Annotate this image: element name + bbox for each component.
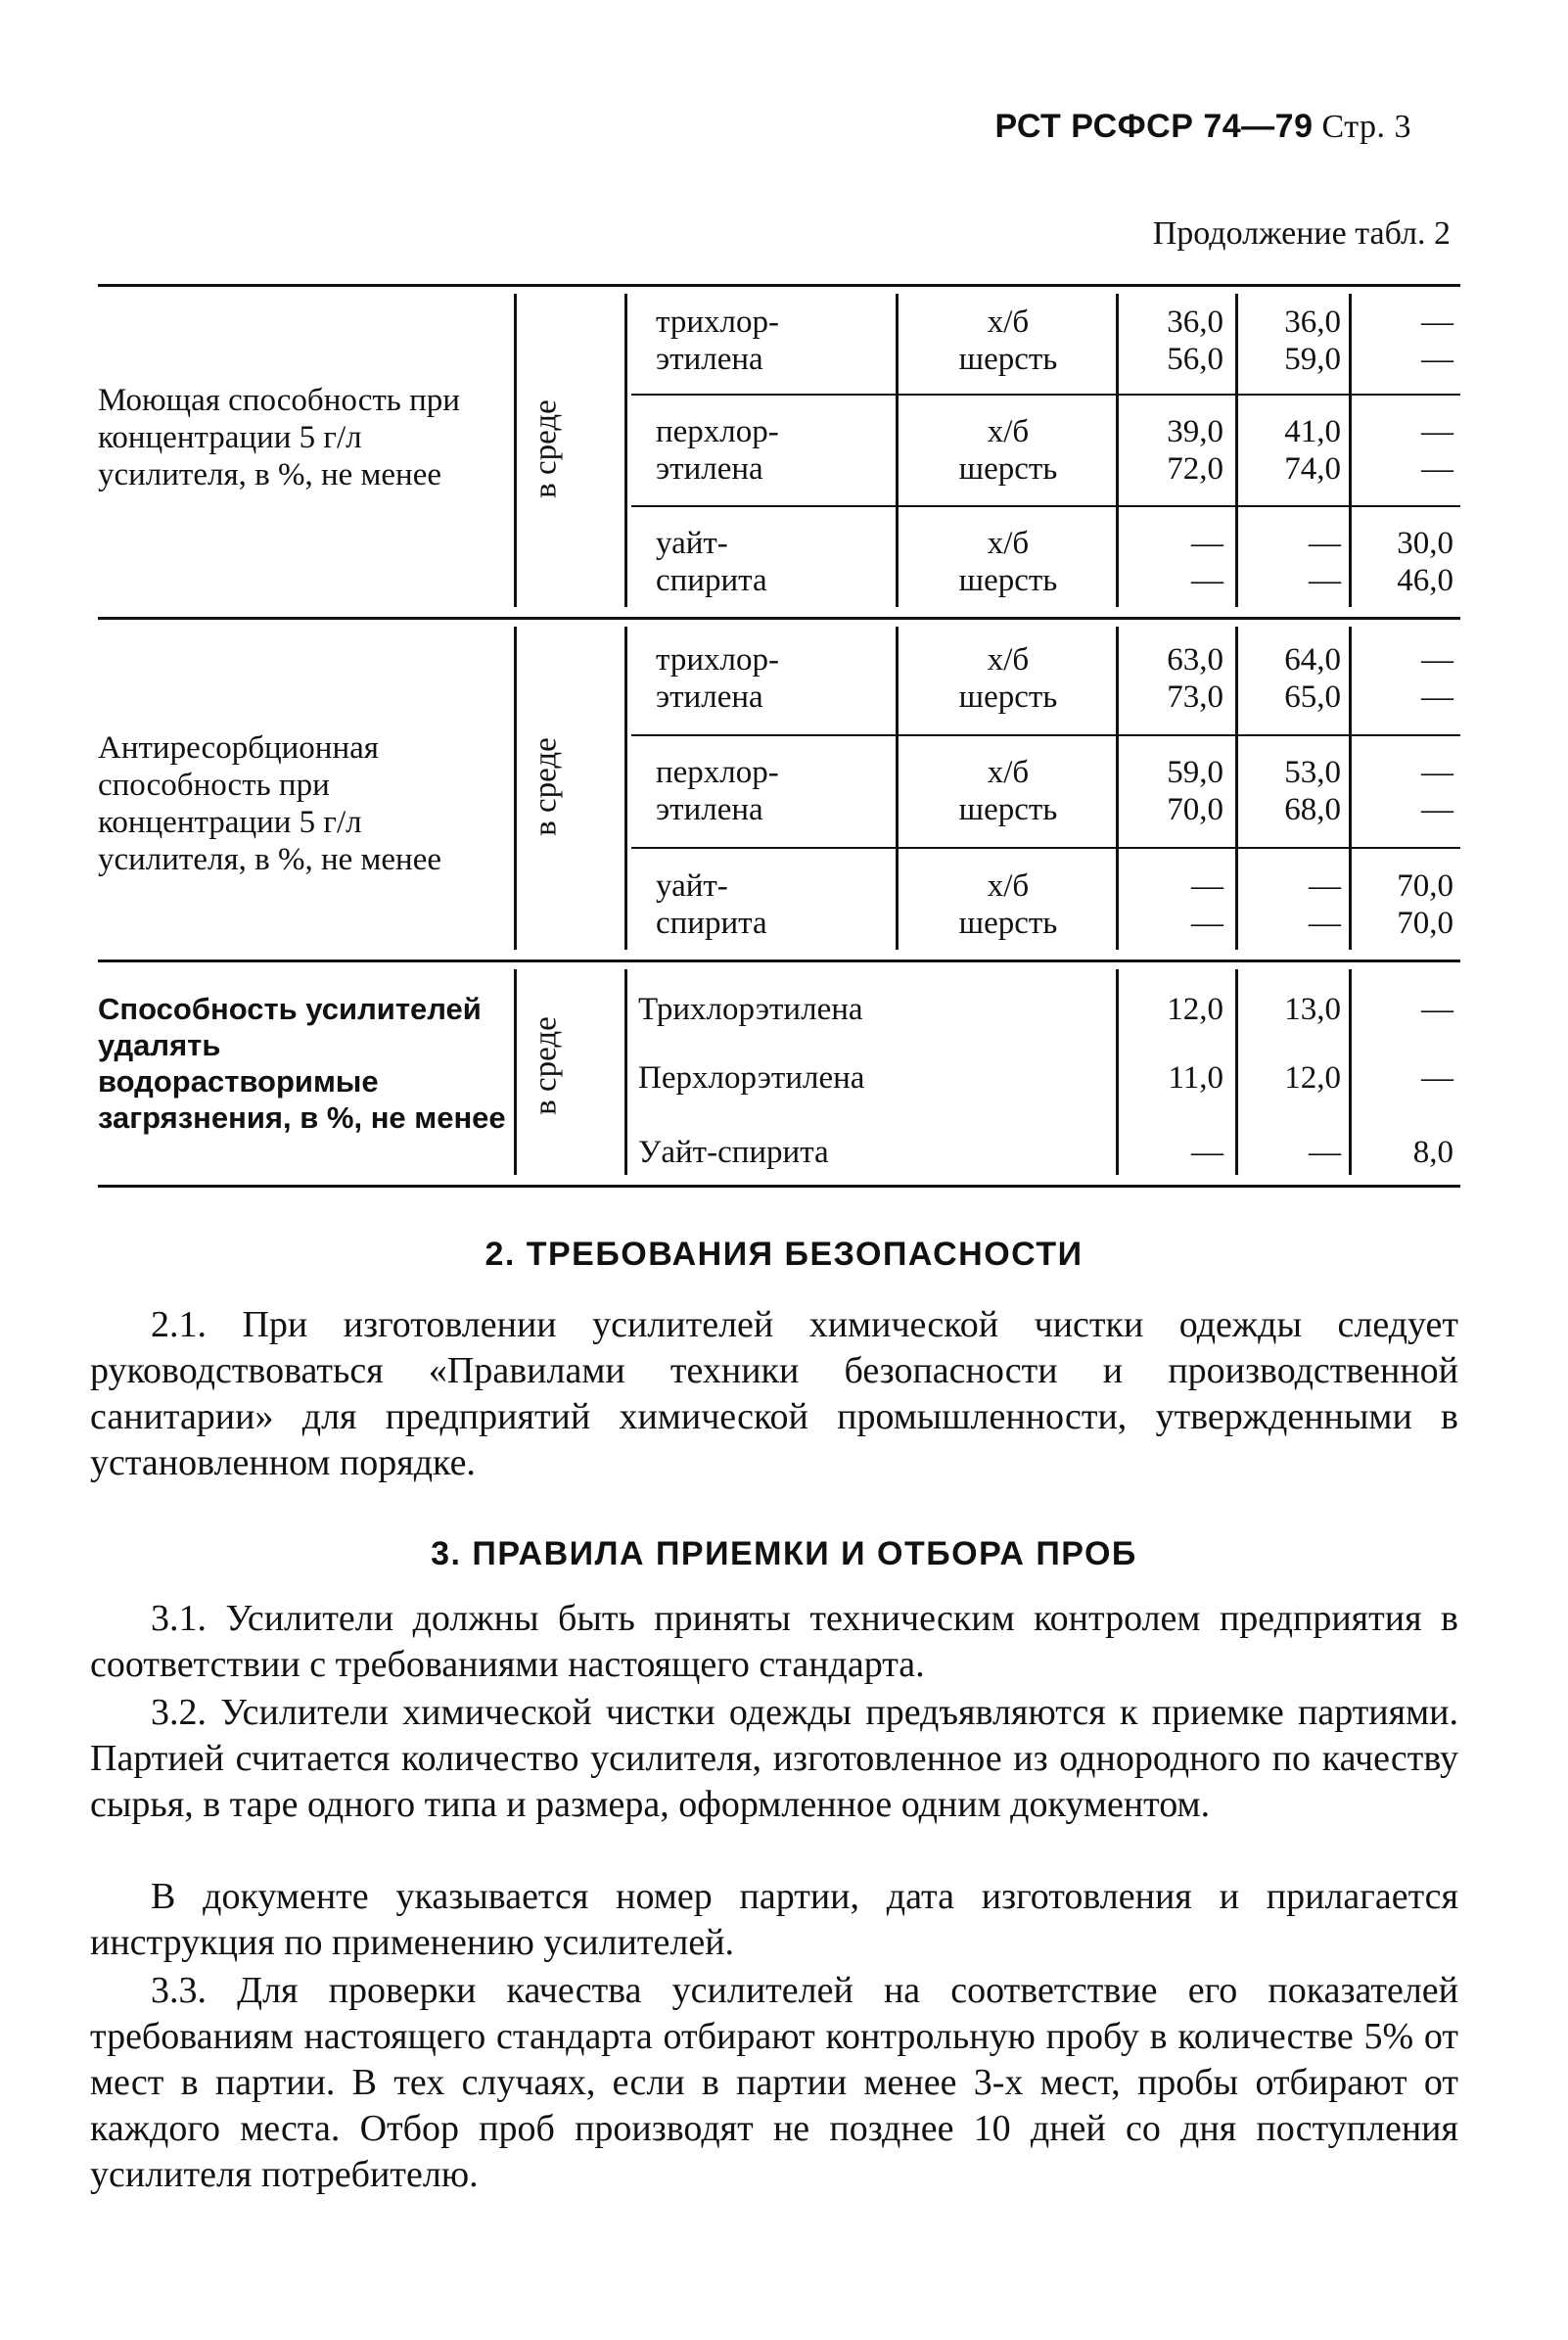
value-cell: 12,0 (1167, 992, 1223, 1027)
paragraph: В документе указывается номер партии, дата изготовления и прилагается инструкция по применению усилителей. (90, 1876, 1458, 1963)
fabric-cell: х/б шерсть (958, 304, 1058, 377)
column-line (1235, 294, 1238, 607)
value-cell: 39,0 72,0 (1167, 414, 1223, 487)
value-cell: 13,0 (1284, 992, 1341, 1027)
section-heading: 3. ПРАВИЛА ПРИЕМКИ И ОТБОРА ПРОБ (431, 1535, 1137, 1572)
value-cell: — — (1421, 642, 1453, 715)
solvent-cell: Перхлорэтилена (638, 1060, 865, 1096)
column-line (1349, 627, 1352, 950)
value-cell: 63,0 73,0 (1167, 642, 1223, 715)
fabric-cell: х/б шерсть (958, 642, 1058, 715)
value-cell: — — (1309, 526, 1341, 598)
column-line (514, 627, 517, 950)
column-line (1116, 627, 1119, 950)
value-cell: — (1191, 1135, 1223, 1170)
running-header (995, 108, 1412, 146)
value-cell: — — (1421, 414, 1453, 487)
fabric-cell: х/б шерсть (958, 414, 1058, 487)
page-number: Стр. 3 (1321, 109, 1411, 145)
value-cell: — (1309, 1135, 1341, 1170)
paragraph: 3.1. Усилители должны быть приняты техническим контролем предприятия в соответствии с требованиями настоящего стандарта. (90, 1598, 1458, 1685)
paragraph: 3.2. Усилители химической чистки одежды предъявляются к приемке партиями. Партией считается количество усилителя, изготовленное из однородного по качеству сырья, в таре одного типа и размера, оформленное одним документом. (90, 1692, 1458, 1825)
row-rule (631, 734, 1460, 736)
value-cell: 36,0 59,0 (1284, 304, 1341, 377)
column-line (514, 294, 517, 607)
value-cell: — — (1421, 755, 1453, 827)
paragraph: 2.1. При изготовлении усилителей химической чистки одежды следует руководствоваться «Правилами техники безопасности и производственной санитарии» для предприятий химической промышленности, утвержденными в установленном порядке. (90, 1304, 1458, 1483)
property-name: Способность усилителей удалять водорастворимые загрязнения, в %, не менее (98, 992, 506, 1135)
value-cell: 53,0 68,0 (1284, 755, 1341, 827)
column-line (896, 294, 899, 607)
column-line (624, 969, 627, 1175)
table-caption: Продолжение табл. 2 (1152, 215, 1451, 252)
value-cell: — — (1191, 526, 1223, 598)
column-line (514, 969, 517, 1175)
value-cell: — — (1191, 868, 1223, 941)
solvent-cell: уайт- спирита (656, 526, 767, 598)
group-divider (98, 617, 1460, 620)
solvent-cell: трихлор- этилена (656, 642, 779, 715)
standard-number: РСТ РСФСР 74—79 (994, 108, 1314, 145)
solvent-cell: трихлор- этилена (656, 304, 779, 377)
fabric-cell: х/б шерсть (958, 755, 1058, 827)
column-line (1235, 969, 1238, 1175)
value-cell: — — (1309, 868, 1341, 941)
value-cell: — (1421, 992, 1453, 1027)
value-cell: 41,0 74,0 (1284, 414, 1341, 487)
value-cell: 8,0 (1412, 1135, 1453, 1170)
row-rule (631, 394, 1460, 396)
value-cell: 36,0 56,0 (1167, 304, 1223, 377)
value-cell: 70,0 70,0 (1397, 868, 1453, 941)
value-cell: 59,0 70,0 (1167, 755, 1223, 827)
medium-label: в среде (528, 399, 564, 498)
column-line (896, 627, 899, 950)
solvent-cell: перхлор- этилена (656, 414, 779, 487)
fabric-cell: х/б шерсть (958, 526, 1058, 598)
value-cell: — — (1421, 304, 1453, 377)
medium-label: в среде (528, 737, 564, 836)
property-name: Моющая способность при концентрации 5 г/л усилителя, в %, не менее (98, 383, 460, 492)
column-line (1235, 627, 1238, 950)
column-line (1349, 294, 1352, 607)
solvent-cell: Трихлорэтилена (638, 992, 863, 1027)
column-line (1116, 969, 1119, 1175)
value-cell: 64,0 65,0 (1284, 642, 1341, 715)
fabric-cell: х/б шерсть (958, 868, 1058, 941)
medium-label: в среде (528, 1016, 564, 1115)
solvent-cell: уайт- спирита (656, 868, 767, 941)
value-cell: 30,0 46,0 (1397, 526, 1453, 598)
paragraph: 3.3. Для проверки качества усилителей на соответствие его показателей требованиям настоящего стандарта отбирают контрольную пробу в количестве 5% от мест в партии. В тех случаях, если в партии менее 3-х мест, пробы отбирают от каждого места. Отбор проб производят не позднее 10 дней со дня поступления усилителя потребителю. (90, 1970, 1458, 2195)
column-line (1349, 969, 1352, 1175)
column-line (1116, 294, 1119, 607)
section-heading: 2. ТРЕБОВАНИЯ БЕЗОПАСНОСТИ (484, 1236, 1084, 1273)
value-cell: 12,0 (1284, 1060, 1341, 1096)
row-rule (631, 505, 1460, 507)
column-line (624, 627, 627, 950)
column-line (624, 294, 627, 607)
value-cell: 11,0 (1168, 1060, 1223, 1096)
row-rule (631, 847, 1460, 849)
table-bottom-rule (98, 1185, 1460, 1188)
solvent-cell: перхлор- этилена (656, 755, 779, 827)
requirements-table (98, 284, 1460, 1187)
property-name: Антиресорбционная способность при концентрации 5 г/л усилителя, в %, не менее (98, 730, 442, 877)
value-cell: — (1421, 1060, 1453, 1096)
solvent-cell: Уайт-спирита (638, 1135, 829, 1170)
group-divider (98, 959, 1460, 962)
table-top-rule (98, 284, 1460, 287)
